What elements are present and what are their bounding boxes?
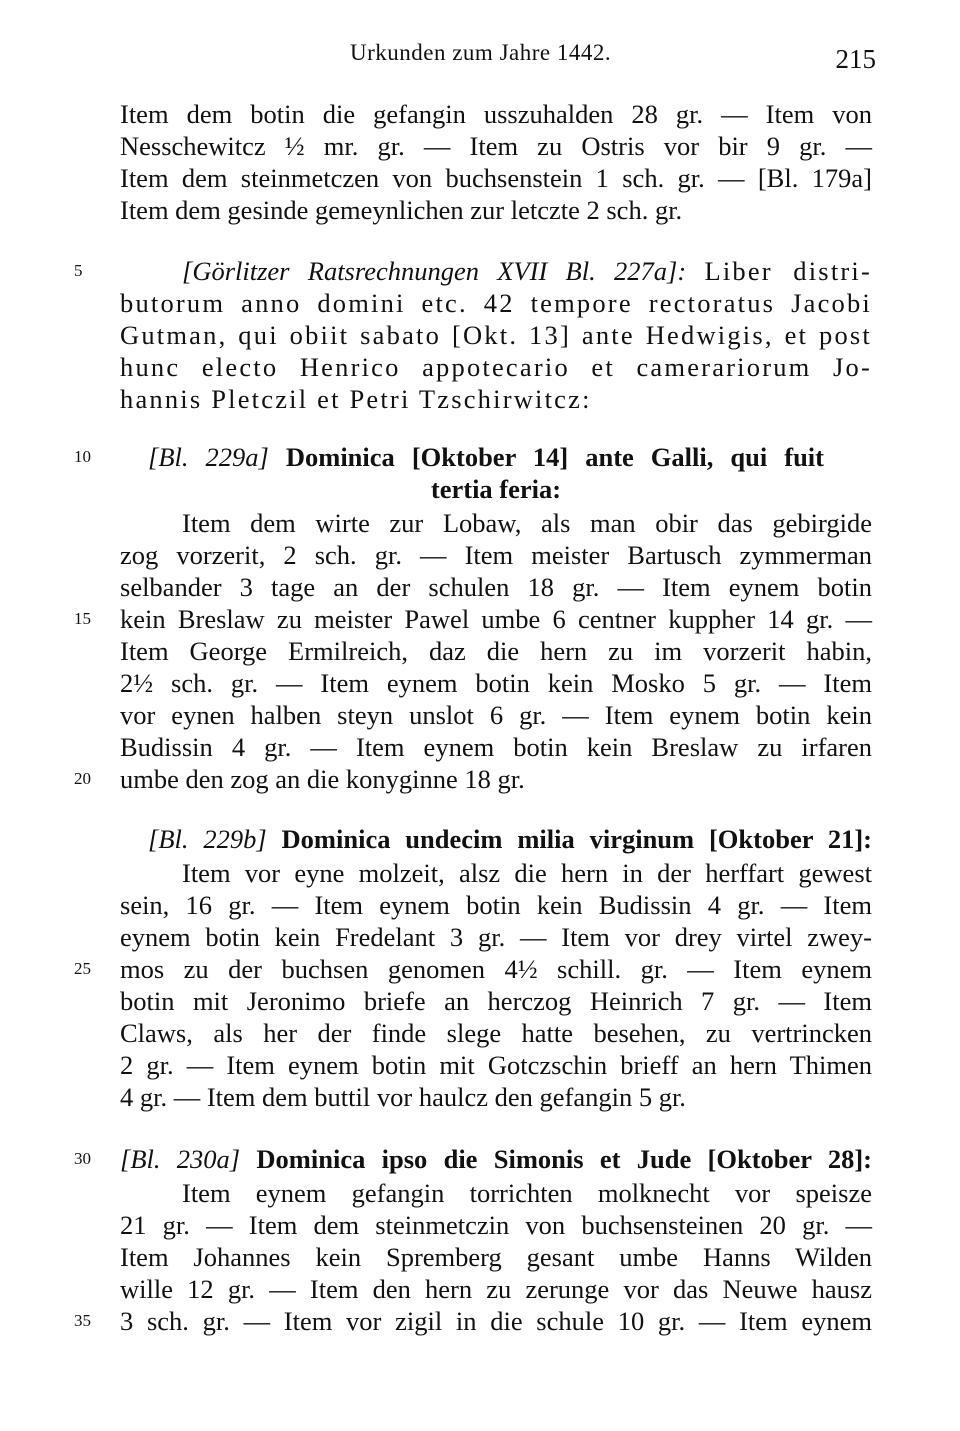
line-number: 10 [74, 447, 91, 466]
section-heading [148, 822, 872, 856]
text-line: Item dem wirte zur Lobaw, als man obir das gebirgide [182, 508, 872, 538]
line-number: 20 [74, 769, 91, 788]
page-number: 215 [835, 44, 876, 74]
folio-reference: [Bl. 229a] [148, 442, 269, 472]
text-line: 2 gr. — Item eynem botin mit Gotczschin brieff an hern Thimen [120, 1050, 872, 1080]
text-line: Budissin 4 gr. — Item eynem botin kein Breslaw zu irfaren [120, 732, 872, 762]
text-line: Item Johannes kein Spremberg gesant umbe Hanns Wilden [120, 1242, 872, 1272]
text-line: Gutman, qui obiit sabato [Okt. 13] ante Hedwigis, et post [120, 320, 872, 350]
latin-text: Liber distri- [704, 256, 872, 286]
text-line: 2½ sch. gr. — Item eynem botin kein Mosko 5 gr. — Item [120, 668, 872, 698]
text-line: zog vorzerit, 2 sch. gr. — Item meister Bartusch zymmerman [120, 540, 872, 570]
folio-reference: [Bl. 230a] [120, 1144, 241, 1174]
section-heading [148, 440, 824, 474]
section-heading-continued: tertia feria: [430, 474, 562, 504]
source-reference: [Görlitzer Ratsrechnungen XVII Bl. 227a]: [182, 256, 687, 286]
heading-text: Dominica ipso die Simonis et Jude [Oktober 28]: [256, 1144, 872, 1174]
heading-text: Dominica undecim milia virginum [Oktober 21]: [281, 824, 873, 854]
text-line: Item dem gesinde gemeynlichen zur letczte 2 sch. gr. [120, 195, 683, 225]
line-number: 5 [74, 261, 83, 280]
text-line: Item dem steinmetczen von buchsenstein 1 sch. gr. — [Bl. 179a] [120, 163, 872, 193]
text-line: sein, 16 gr. — Item eynem botin kein Budissin 4 gr. — Item [120, 890, 872, 920]
text-line: 4 gr. — Item dem buttil vor haulcz den gefangin 5 gr. [120, 1082, 686, 1112]
line-number: 15 [74, 609, 91, 628]
folio-reference: [Bl. 229b] [148, 824, 267, 854]
text-line: hunc electo Henrico appotecario et camerariorum Jo- [120, 352, 872, 382]
text-line: butorum anno domini etc. 42 tempore rectoratus Jacobi [120, 288, 872, 318]
text-line: botin mit Jeronimo briefe an herczog Heinrich 7 gr. — Item [120, 986, 872, 1016]
text-line: vor eynen halben steyn unslot 6 gr. — Item eynem botin kein [120, 700, 872, 730]
text-line: hannis Pletczil et Petri Tzschirwitcz: [120, 384, 592, 414]
text-line: kein Breslaw zu meister Pawel umbe 6 centner kuppher 14 gr. — [120, 604, 872, 634]
text-line: Item eynem gefangin torrichten molknecht vor speisze [182, 1178, 872, 1208]
text-line: Item vor eyne molzeit, alsz die hern in der herffart gewest [182, 858, 872, 888]
running-title: Urkunden zum Jahre 1442. [350, 40, 612, 65]
heading-text: Dominica [Oktober 14] ante Galli, qui fuit [285, 442, 824, 472]
text-line: umbe den zog an die konyginne 18 gr. [120, 764, 525, 794]
section-heading [120, 1142, 872, 1176]
text-line: 21 gr. — Item dem steinmetczin von buchsensteinen 20 gr. — [120, 1210, 872, 1240]
text-line: selbander 3 tage an der schulen 18 gr. — Item eynem botin [120, 572, 872, 602]
line-number: 30 [74, 1149, 91, 1168]
text-line: Item George Ermilreich, daz die hern zu im vorzerit habin, [120, 636, 872, 666]
text-line: Nesschewitcz ½ mr. gr. — Item zu Ostris vor bir 9 gr. — [120, 131, 872, 161]
text-line: eynem botin kein Fredelant 3 gr. — Item vor drey virtel zwey- [120, 922, 872, 952]
text-line: mos zu der buchsen genomen 4½ schill. gr. — Item eynem [120, 954, 872, 984]
text-line: Claws, als her der finde slege hatte besehen, zu vertrincken [120, 1018, 872, 1048]
text-line: wille 12 gr. — Item den hern zu zerunge vor das Neuwe hausz [120, 1274, 872, 1304]
text-line: Item dem botin die gefangin usszuhalden 28 gr. — Item von [120, 99, 872, 129]
line-number: 25 [74, 959, 91, 978]
line-number: 35 [74, 1311, 91, 1330]
text-line [182, 254, 872, 288]
text-line: 3 sch. gr. — Item vor zigil in die schule 10 gr. — Item eynem [120, 1306, 872, 1336]
